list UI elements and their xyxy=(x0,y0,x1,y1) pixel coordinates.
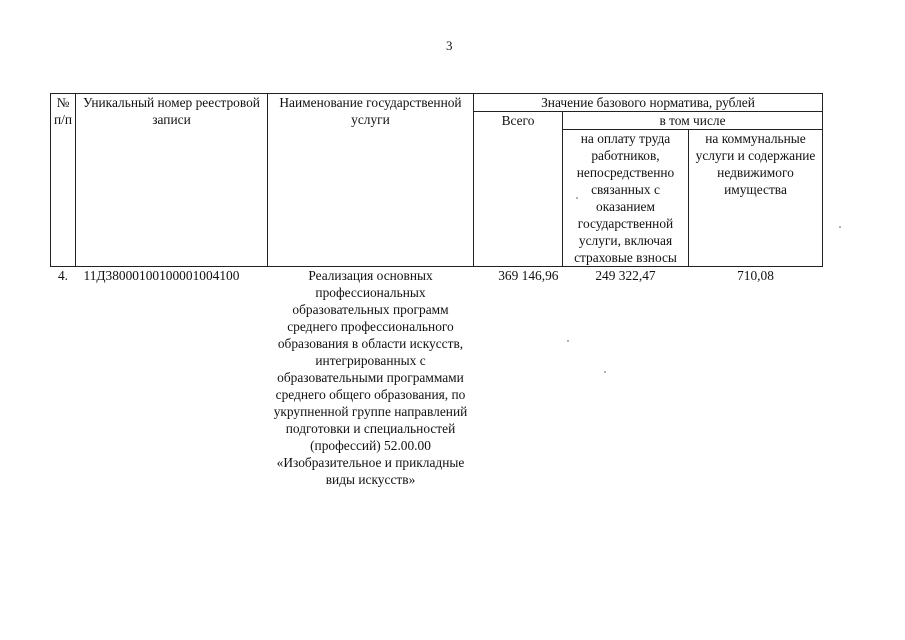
header-registry-number: Уникальный номер реестровой записи xyxy=(76,94,268,267)
cell-wages: 249 322,47 xyxy=(595,268,656,283)
header-total: Всего xyxy=(474,112,563,267)
cell-num: 4. xyxy=(57,268,69,283)
scan-speck xyxy=(839,226,841,228)
header-num: № п/п xyxy=(51,94,76,267)
table-row xyxy=(51,267,823,489)
cell-utilities: 710,08 xyxy=(737,268,774,283)
header-row-1 xyxy=(51,94,823,112)
header-including: в том числе xyxy=(563,112,823,130)
cell-total: 369 146,96 xyxy=(498,268,559,283)
header-service-name: Наименование государственной услуги xyxy=(268,94,474,267)
scan-speck xyxy=(567,340,569,342)
header-wages: на оплату труда работников, непосредственно связанных с оказанием государственной услуги, включая страховые взносы xyxy=(563,130,689,267)
page-number: 3 xyxy=(446,38,453,53)
scan-speck xyxy=(576,197,578,199)
header-base-norm-value: Значение базового норматива, рублей xyxy=(474,94,823,112)
scan-speck xyxy=(604,371,606,373)
cell-service-name: Реализация основных профессиональных образовательных программ среднего профессионального образования в области искусств, интегрированных с образовательными программами среднего общего образования, по укрупненной группе направлений подготовки и специальностей (профессий) 52.00.00 «Изобразительное и прикладные виды искусств» xyxy=(273,268,468,487)
header-utilities: на коммунальные услуги и содержание недвижимого имущества xyxy=(689,130,823,267)
norm-table xyxy=(50,93,823,488)
norm-table-container xyxy=(50,93,823,488)
cell-registry-number: 11Д38000100100001004100 xyxy=(83,268,240,283)
